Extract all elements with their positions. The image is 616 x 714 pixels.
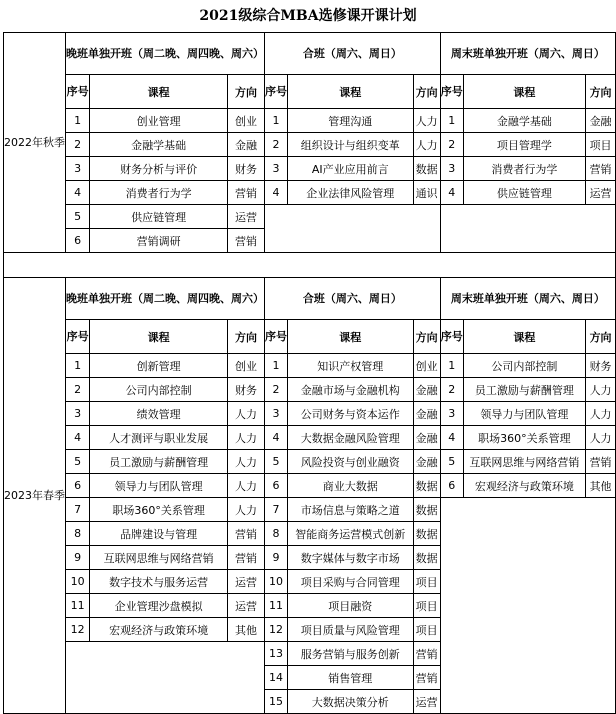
- course-direction: 财务: [227, 157, 264, 181]
- course-number: 3: [66, 402, 90, 426]
- course-direction: 创业: [413, 354, 440, 378]
- group-title: 合班（周六、周日）: [265, 278, 441, 320]
- table-row: [4, 157, 616, 181]
- course-direction: 其他: [227, 618, 264, 642]
- course-name: 供应链管理: [90, 205, 228, 229]
- semester-label: 2023年春季: [4, 278, 66, 714]
- course-number: 4: [265, 181, 288, 205]
- course-direction: 金融: [227, 133, 264, 157]
- spacer-row: [4, 253, 616, 278]
- course-direction: 金融: [586, 109, 616, 133]
- course-name: 销售管理: [288, 666, 414, 690]
- course-number: 6: [66, 474, 90, 498]
- table-row: [4, 378, 616, 402]
- direction-header: 方向: [227, 320, 264, 354]
- course-number: 5: [66, 450, 90, 474]
- course-number: 4: [66, 181, 90, 205]
- column-header-row: [4, 320, 616, 354]
- course-number: 1: [66, 109, 90, 133]
- course-number: 5: [265, 450, 288, 474]
- course-number: 9: [265, 546, 288, 570]
- page-title: 2021级综合MBA选修课开课计划: [199, 8, 417, 24]
- course-number: 15: [265, 690, 288, 714]
- course-number: 2: [440, 133, 463, 157]
- course-name: 项目质量与风险管理: [288, 618, 414, 642]
- course-number: 6: [66, 229, 90, 253]
- course-direction: 通识: [413, 181, 440, 205]
- table-row: [4, 402, 616, 426]
- course-direction: 营销: [586, 450, 616, 474]
- course-header: 课程: [463, 75, 585, 109]
- course-name: 大数据决策分析: [288, 690, 414, 714]
- course-number: 4: [66, 426, 90, 450]
- course-number: 3: [66, 157, 90, 181]
- direction-header: 方向: [586, 75, 616, 109]
- course-direction: 人力: [413, 133, 440, 157]
- course-plan-table: [3, 32, 616, 714]
- course-direction: 人力: [227, 426, 264, 450]
- direction-header: 方向: [413, 75, 440, 109]
- course-number: 3: [265, 157, 288, 181]
- course-name: 宏观经济与政策环境: [90, 618, 228, 642]
- course-number: 4: [265, 426, 288, 450]
- seq-header: 序号: [265, 75, 288, 109]
- group-title: 晚班单独开班（周二晚、周四晚、周六）: [66, 33, 265, 75]
- course-direction: 运营: [227, 205, 264, 229]
- course-number: 6: [440, 474, 463, 498]
- course-name: 消费者行为学: [90, 181, 228, 205]
- course-number: 6: [265, 474, 288, 498]
- course-direction: 人力: [586, 426, 616, 450]
- course-number: 1: [440, 354, 463, 378]
- course-direction: 人力: [227, 474, 264, 498]
- course-name: 大数据金融风险管理: [288, 426, 414, 450]
- course-name: 项目采购与合同管理: [288, 570, 414, 594]
- course-number: 2: [66, 378, 90, 402]
- table-row: [4, 354, 616, 378]
- course-name: 供应链管理: [463, 181, 585, 205]
- course-number: 14: [265, 666, 288, 690]
- table-row: [4, 109, 616, 133]
- course-number: 9: [66, 546, 90, 570]
- course-name: 商业大数据: [288, 474, 414, 498]
- course-direction: 项目: [413, 594, 440, 618]
- course-direction: 数据: [413, 522, 440, 546]
- course-number: 10: [265, 570, 288, 594]
- course-number: 12: [265, 618, 288, 642]
- course-name: 职场360°关系管理: [90, 498, 228, 522]
- course-direction: 财务: [227, 378, 264, 402]
- course-name: 员工激励与薪酬管理: [463, 378, 585, 402]
- table-row: [4, 450, 616, 474]
- course-name: 职场360°关系管理: [463, 426, 585, 450]
- course-name: 领导力与团队管理: [463, 402, 585, 426]
- course-direction: 运营: [227, 570, 264, 594]
- course-direction: 运营: [227, 594, 264, 618]
- course-name: 金融学基础: [90, 133, 228, 157]
- course-number: 3: [440, 402, 463, 426]
- course-direction: 营销: [227, 546, 264, 570]
- table-row: [4, 205, 616, 229]
- spacer-cell: [4, 253, 616, 278]
- semester-label: 2022年秋季: [4, 33, 66, 253]
- empty-cell: [440, 498, 615, 714]
- empty-cell: [66, 642, 265, 714]
- course-number: 2: [265, 133, 288, 157]
- course-name: 人才测评与职业发展: [90, 426, 228, 450]
- course-direction: 人力: [586, 378, 616, 402]
- course-number: 4: [440, 181, 463, 205]
- course-direction: 创业: [227, 354, 264, 378]
- course-direction: 财务: [586, 354, 616, 378]
- course-name: 绩效管理: [90, 402, 228, 426]
- course-number: 7: [66, 498, 90, 522]
- course-name: 风险投资与创业融资: [288, 450, 414, 474]
- direction-header: 方向: [413, 320, 440, 354]
- course-direction: 人力: [586, 402, 616, 426]
- course-direction: 营销: [227, 181, 264, 205]
- course-name: 领导力与团队管理: [90, 474, 228, 498]
- course-name: 服务营销与服务创新: [288, 642, 414, 666]
- course-number: 2: [440, 378, 463, 402]
- course-number: 1: [440, 109, 463, 133]
- course-name: 管理沟通: [288, 109, 414, 133]
- course-name: 项目管理学: [463, 133, 585, 157]
- course-name: 财务分析与评价: [90, 157, 228, 181]
- course-direction: 项目: [586, 133, 616, 157]
- course-header: 课程: [463, 320, 585, 354]
- course-name: 员工激励与薪酬管理: [90, 450, 228, 474]
- course-number: 2: [265, 378, 288, 402]
- course-direction: 人力: [227, 402, 264, 426]
- course-number: 10: [66, 570, 90, 594]
- course-number: 4: [440, 426, 463, 450]
- table-row: [4, 498, 616, 522]
- course-number: 5: [440, 450, 463, 474]
- course-number: 13: [265, 642, 288, 666]
- course-name: 项目融资: [288, 594, 414, 618]
- column-header-row: [4, 75, 616, 109]
- seq-header: 序号: [265, 320, 288, 354]
- course-direction: 项目: [413, 618, 440, 642]
- course-name: 消费者行为学: [463, 157, 585, 181]
- course-name: 市场信息与策略之道: [288, 498, 414, 522]
- course-number: 3: [265, 402, 288, 426]
- course-name: AI产业应用前言: [288, 157, 414, 181]
- table-row: [4, 474, 616, 498]
- seq-header: 序号: [440, 75, 463, 109]
- course-direction: 其他: [586, 474, 616, 498]
- empty-cell: [265, 205, 441, 253]
- course-name: 公司内部控制: [90, 378, 228, 402]
- course-number: 12: [66, 618, 90, 642]
- course-name: 创业管理: [90, 109, 228, 133]
- course-direction: 营销: [413, 642, 440, 666]
- group-header-row: [4, 278, 616, 320]
- course-name: 公司财务与资本运作: [288, 402, 414, 426]
- course-name: 互联网思维与网络营销: [90, 546, 228, 570]
- course-direction: 人力: [227, 450, 264, 474]
- course-direction: 金融: [413, 378, 440, 402]
- seq-header: 序号: [440, 320, 463, 354]
- empty-cell: [440, 205, 615, 253]
- course-name: 创新管理: [90, 354, 228, 378]
- course-direction: 数据: [413, 474, 440, 498]
- course-number: 5: [66, 205, 90, 229]
- course-direction: 人力: [227, 498, 264, 522]
- course-number: 3: [440, 157, 463, 181]
- course-number: 1: [66, 354, 90, 378]
- group-title: 周末班单独开班（周六、周日）: [440, 33, 615, 75]
- course-direction: 营销: [227, 522, 264, 546]
- course-name: 企业法律风险管理: [288, 181, 414, 205]
- course-number: 2: [66, 133, 90, 157]
- course-direction: 运营: [586, 181, 616, 205]
- course-direction: 人力: [413, 109, 440, 133]
- course-header: 课程: [90, 75, 228, 109]
- course-name: 企业管理沙盘模拟: [90, 594, 228, 618]
- course-name: 金融学基础: [463, 109, 585, 133]
- course-name: 营销调研: [90, 229, 228, 253]
- course-direction: 营销: [227, 229, 264, 253]
- direction-header: 方向: [227, 75, 264, 109]
- direction-header: 方向: [586, 320, 616, 354]
- course-number: 11: [66, 594, 90, 618]
- course-name: 数字媒体与数字市场: [288, 546, 414, 570]
- course-number: 7: [265, 498, 288, 522]
- course-direction: 金融: [413, 402, 440, 426]
- course-name: 数字技术与服务运营: [90, 570, 228, 594]
- course-direction: 运营: [413, 690, 440, 714]
- course-direction: 金融: [413, 426, 440, 450]
- group-header-row: [4, 33, 616, 75]
- course-direction: 数据: [413, 498, 440, 522]
- table-row: [4, 133, 616, 157]
- course-direction: 金融: [413, 450, 440, 474]
- seq-header: 序号: [66, 75, 90, 109]
- course-direction: 营销: [586, 157, 616, 181]
- group-title: 晚班单独开班（周二晚、周四晚、周六）: [66, 278, 265, 320]
- course-name: 金融市场与金融机构: [288, 378, 414, 402]
- course-name: 组织设计与组织变革: [288, 133, 414, 157]
- course-direction: 项目: [413, 570, 440, 594]
- course-number: 8: [265, 522, 288, 546]
- table-row: [4, 181, 616, 205]
- course-name: 公司内部控制: [463, 354, 585, 378]
- course-direction: 数据: [413, 546, 440, 570]
- course-header: 课程: [288, 75, 414, 109]
- course-header: 课程: [288, 320, 414, 354]
- course-direction: 营销: [413, 666, 440, 690]
- course-name: 互联网思维与网络营销: [463, 450, 585, 474]
- course-name: 宏观经济与政策环境: [463, 474, 585, 498]
- course-number: 8: [66, 522, 90, 546]
- course-name: 智能商务运营模式创新: [288, 522, 414, 546]
- course-header: 课程: [90, 320, 228, 354]
- course-direction: 数据: [413, 157, 440, 181]
- table-row: [4, 426, 616, 450]
- course-number: 1: [265, 354, 288, 378]
- course-direction: 创业: [227, 109, 264, 133]
- course-number: 11: [265, 594, 288, 618]
- group-title: 周末班单独开班（周六、周日）: [440, 278, 615, 320]
- course-name: 品牌建设与管理: [90, 522, 228, 546]
- course-name: 知识产权管理: [288, 354, 414, 378]
- seq-header: 序号: [66, 320, 90, 354]
- group-title: 合班（周六、周日）: [265, 33, 441, 75]
- course-number: 1: [265, 109, 288, 133]
